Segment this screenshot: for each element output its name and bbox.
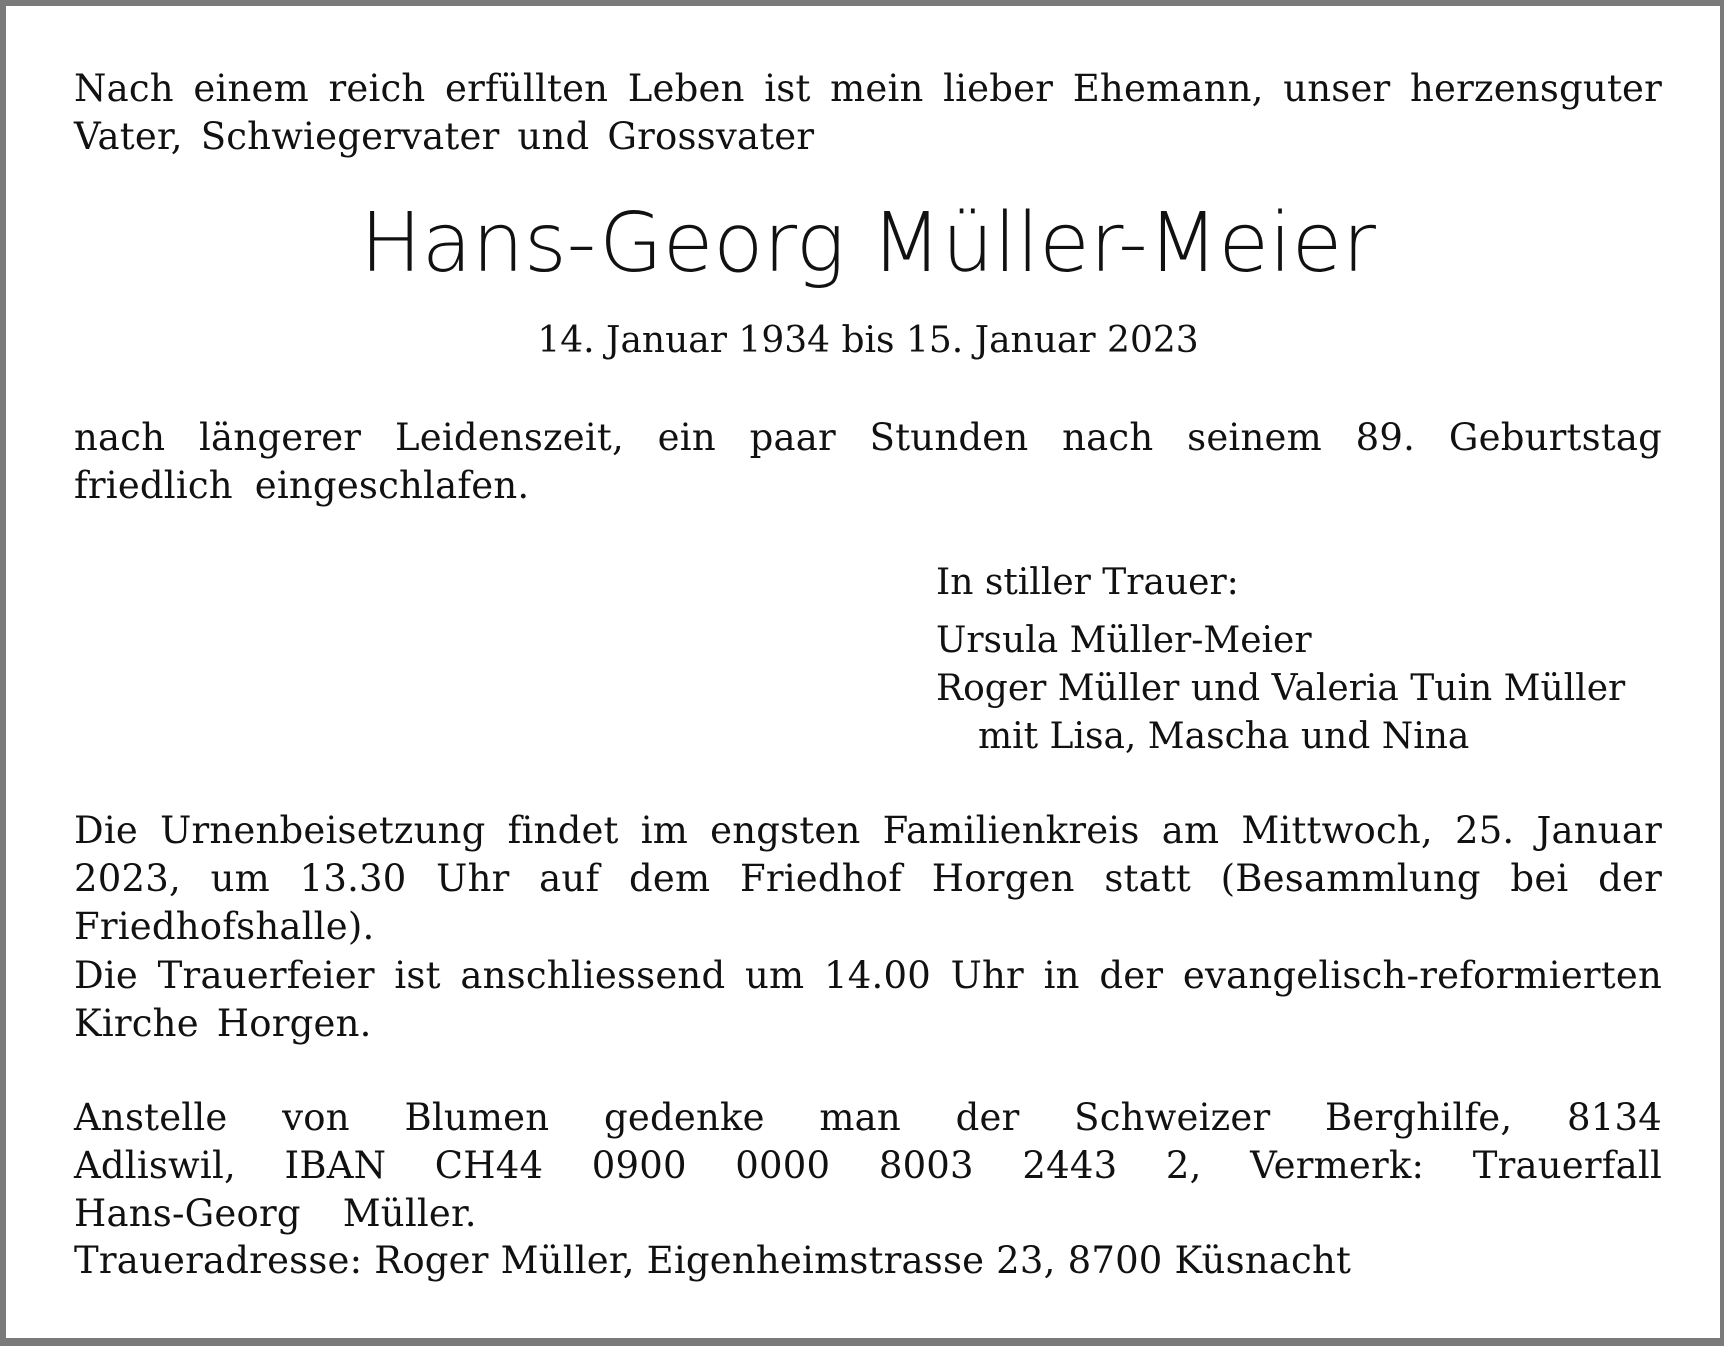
deceased-name: Hans-Georg Müller-Meier xyxy=(360,196,1376,291)
mourner-name: Ursula Müller-Meier xyxy=(936,620,1312,661)
donation-info: Anstelle von Blumen gedenke man der Schweizer Berghilfe, 8134 Adliswil, IBAN CH44 0900 0000 8003 2443 2, Vermerk: Trauerfall Hans-Georg Müller. xyxy=(74,1096,1662,1235)
service-info: Die Trauerfeier ist anschliessend um 14.00 Uhr in der evangelisch-reformierten Kirche Horgen. xyxy=(74,954,1662,1045)
mourners-label: In stiller Trauer: xyxy=(936,562,1239,603)
intro-text: Nach einem reich erfüllten Leben ist mein lieber Ehemann, unser herzensguter Vater, Schwiegervater und Grossvater xyxy=(74,67,1662,158)
mourner-name: mit Lisa, Mascha und Nina xyxy=(978,716,1470,757)
mourning-address: Traueradresse: Roger Müller, Eigenheimstrasse 23, 8700 Küsnacht xyxy=(74,1239,1352,1282)
burial-info: Die Urnenbeisetzung findet im engsten Familienkreis am Mittwoch, 25. Januar 2023, um 13.30 Uhr auf dem Friedhof Horgen statt (Besammlung bei der Friedhofshalle). xyxy=(74,809,1662,948)
mourners-block xyxy=(936,559,1656,761)
passing-text: nach längerer Leidenszeit, ein paar Stunden nach seinem 89. Geburtstag friedlich eingeschlafen. xyxy=(74,416,1662,507)
life-dates: 14. Januar 1934 bis 15. Januar 2023 xyxy=(537,320,1199,361)
mourner-name: Roger Müller und Valeria Tuin Müller xyxy=(936,668,1626,709)
